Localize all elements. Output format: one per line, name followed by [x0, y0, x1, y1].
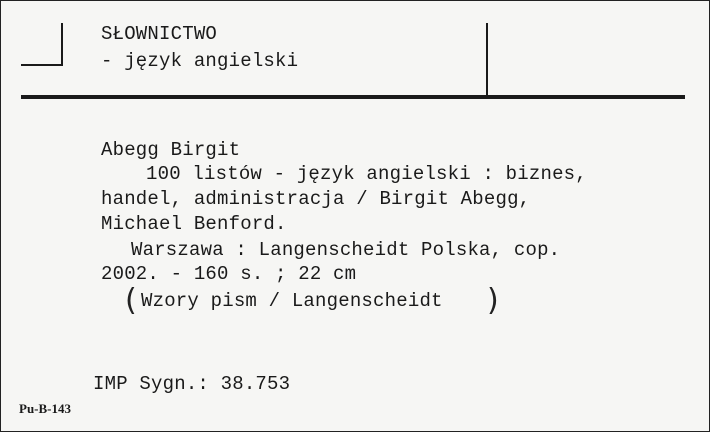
subject-subdivision: - język angielski: [101, 50, 299, 72]
entry-title-line1: 100 listów - język angielski : biznes,: [146, 163, 587, 185]
entry-series: Wzory pism / Langenscheidt: [141, 290, 443, 312]
series-open-paren: (: [125, 283, 137, 318]
corner-bracket-horizontal: [21, 64, 63, 66]
entry-author: Abegg Birgit: [101, 139, 241, 161]
heading-divider-vertical: [486, 23, 488, 97]
entry-title-line3: Michael Benford.: [101, 213, 287, 235]
series-close-paren: ): [487, 283, 499, 318]
entry-publication-line2: 2002. - 160 s. ; 22 cm: [101, 263, 357, 285]
corner-bracket-vertical: [61, 23, 63, 66]
entry-publication-line1: Warszawa : Langenscheidt Polska, cop.: [131, 239, 561, 261]
card-code: Pu-B-143: [19, 401, 71, 416]
heading-rule: [21, 95, 685, 99]
entry-title-line2: handel, administracja / Birgit Abegg,: [101, 188, 531, 210]
subject-heading: SŁOWNICTWO: [101, 23, 218, 45]
shelf-signature: IMP Sygn.: 38.753: [93, 373, 291, 395]
